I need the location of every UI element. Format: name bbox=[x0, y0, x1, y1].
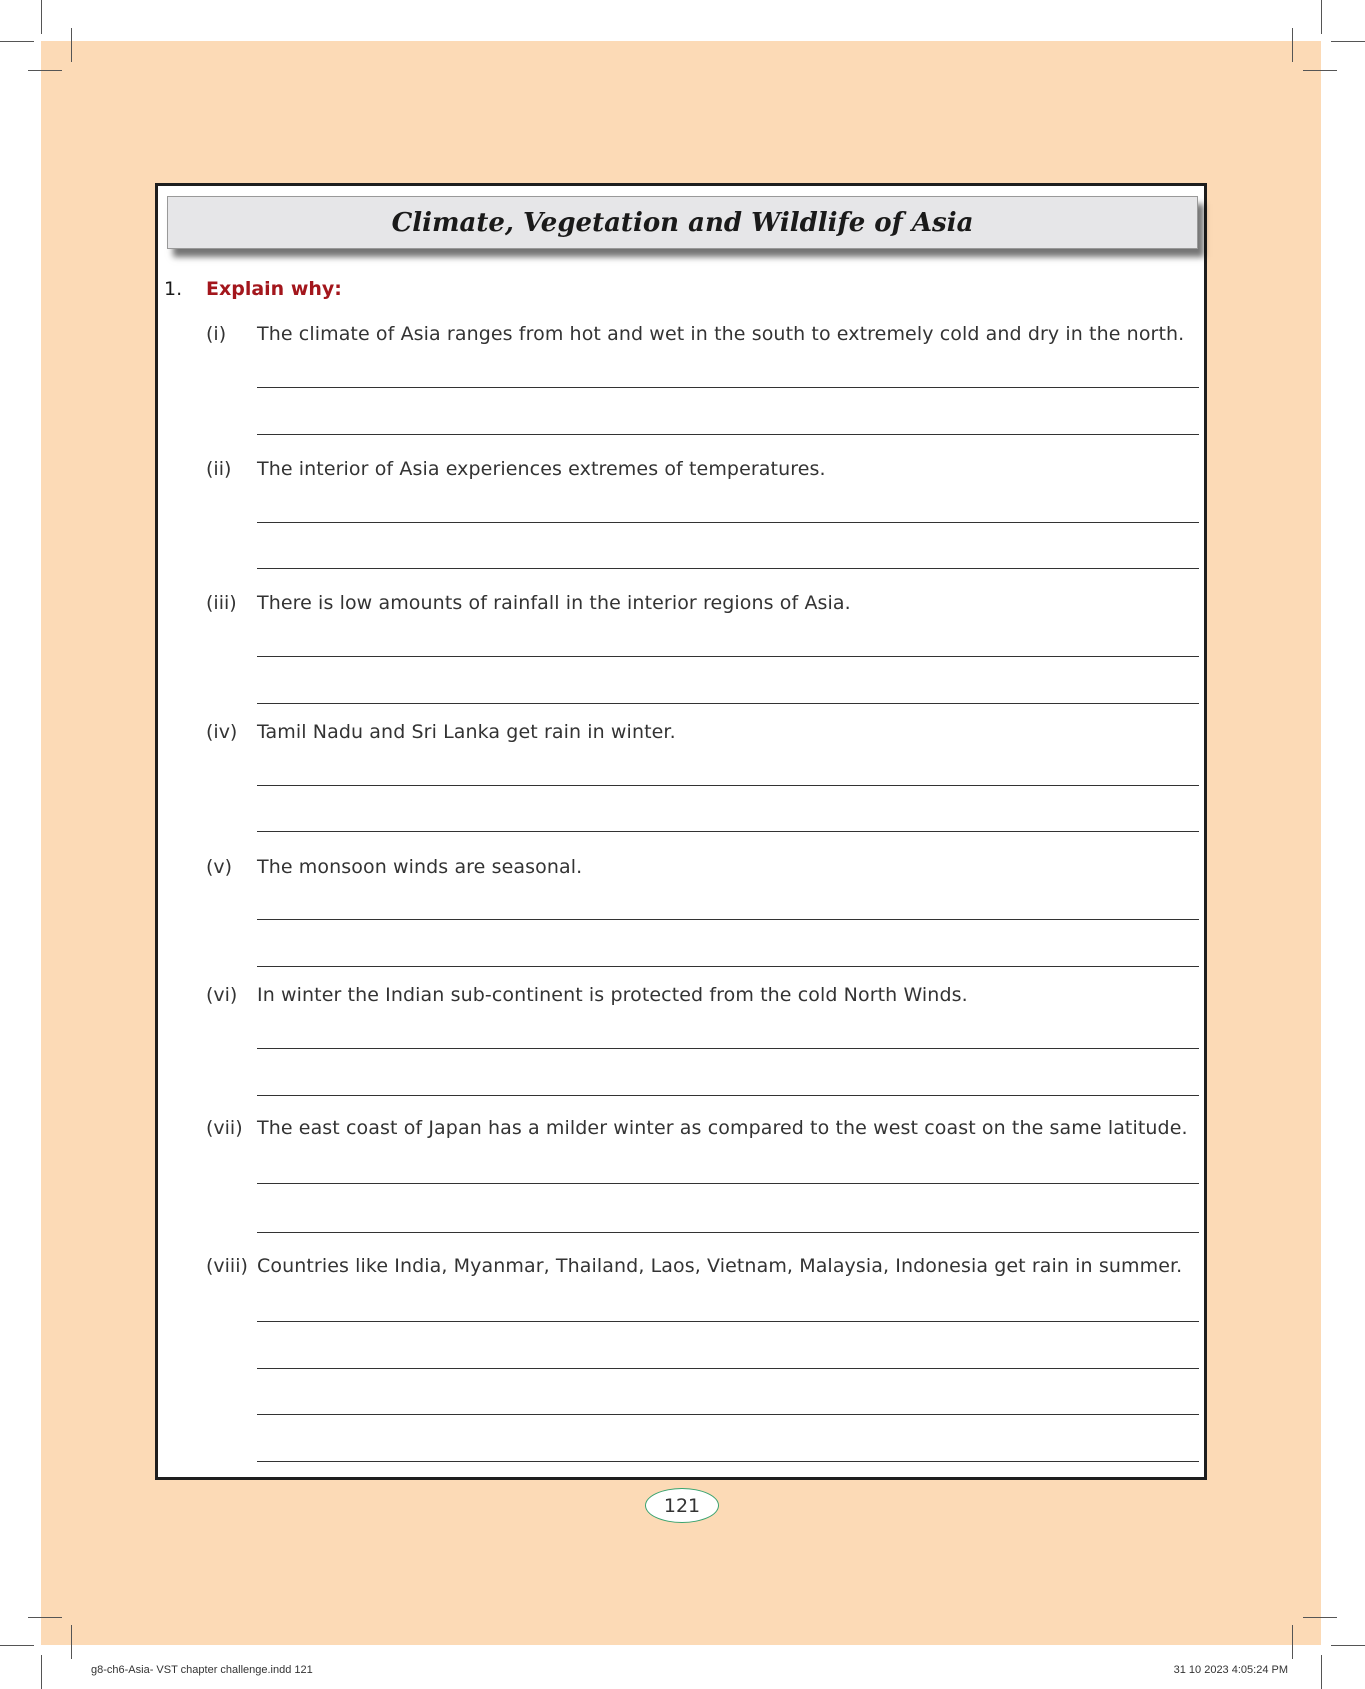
answer-line[interactable] bbox=[257, 1368, 1199, 1369]
answer-line[interactable] bbox=[257, 1321, 1199, 1322]
page-number: 121 bbox=[663, 1494, 701, 1517]
footer-file-info: g8-ch6-Asia- VST chapter challenge.indd 121 bbox=[91, 1664, 313, 1676]
crop-mark bbox=[1321, 1655, 1322, 1689]
crop-mark bbox=[71, 1625, 72, 1659]
crop-mark bbox=[1292, 1625, 1293, 1659]
page-title: Climate, Vegetation and Wildlife of Asia bbox=[391, 207, 974, 238]
answer-line[interactable] bbox=[257, 785, 1199, 786]
crop-mark bbox=[41, 0, 42, 34]
answer-line[interactable] bbox=[257, 1183, 1199, 1184]
crop-mark bbox=[1331, 41, 1365, 42]
answer-line[interactable] bbox=[257, 387, 1199, 388]
item-label: (i) bbox=[206, 323, 227, 345]
page-number-badge bbox=[645, 1488, 719, 1523]
footer-timestamp: 31 10 2023 4:05:24 PM bbox=[1173, 1664, 1288, 1676]
item-label: (v) bbox=[206, 856, 233, 878]
item-label: (vi) bbox=[206, 984, 238, 1006]
crop-mark bbox=[1303, 1617, 1337, 1618]
answer-line[interactable] bbox=[257, 1095, 1199, 1096]
answer-line[interactable] bbox=[257, 703, 1199, 704]
crop-mark bbox=[1292, 28, 1293, 62]
item-label: (ii) bbox=[206, 458, 232, 480]
item-text: Tamil Nadu and Sri Lanka get rain in winter. bbox=[257, 721, 676, 743]
crop-mark bbox=[0, 1645, 34, 1646]
crop-mark bbox=[1321, 0, 1322, 34]
answer-line[interactable] bbox=[257, 1232, 1199, 1233]
item-label: (iv) bbox=[206, 721, 238, 743]
item-text: The climate of Asia ranges from hot and wet in the south to extremely cold and dry in the north. bbox=[257, 323, 1185, 345]
answer-line[interactable] bbox=[257, 568, 1199, 569]
answer-line[interactable] bbox=[257, 656, 1199, 657]
crop-mark bbox=[1303, 70, 1337, 71]
answer-line[interactable] bbox=[257, 966, 1199, 967]
answer-line[interactable] bbox=[257, 919, 1199, 920]
question-number: 1. bbox=[164, 278, 183, 300]
answer-line[interactable] bbox=[257, 1414, 1199, 1415]
answer-line[interactable] bbox=[257, 1461, 1199, 1462]
item-label: (viii) bbox=[206, 1255, 248, 1277]
question-heading: Explain why: bbox=[206, 278, 342, 300]
title-banner bbox=[167, 196, 1198, 249]
crop-mark bbox=[28, 70, 62, 71]
crop-mark bbox=[71, 28, 72, 62]
crop-mark bbox=[41, 1655, 42, 1689]
item-text: The interior of Asia experiences extremes of temperatures. bbox=[257, 458, 826, 480]
item-text: Countries like India, Myanmar, Thailand, Laos, Vietnam, Malaysia, Indonesia get rain in summer. bbox=[257, 1255, 1183, 1277]
item-text: The east coast of Japan has a milder winter as compared to the west coast on the same latitude. bbox=[257, 1117, 1188, 1139]
item-text: The monsoon winds are seasonal. bbox=[257, 856, 583, 878]
item-text: There is low amounts of rainfall in the interior regions of Asia. bbox=[257, 592, 851, 614]
worksheet-frame bbox=[155, 183, 1207, 1480]
item-text: In winter the Indian sub-continent is protected from the cold North Winds. bbox=[257, 984, 968, 1006]
answer-line[interactable] bbox=[257, 434, 1199, 435]
crop-mark bbox=[1331, 1645, 1365, 1646]
item-label: (iii) bbox=[206, 592, 237, 614]
crop-mark bbox=[28, 1617, 62, 1618]
crop-mark bbox=[0, 41, 34, 42]
answer-line[interactable] bbox=[257, 831, 1199, 832]
answer-line[interactable] bbox=[257, 522, 1199, 523]
answer-line[interactable] bbox=[257, 1048, 1199, 1049]
item-label: (vii) bbox=[206, 1117, 243, 1139]
